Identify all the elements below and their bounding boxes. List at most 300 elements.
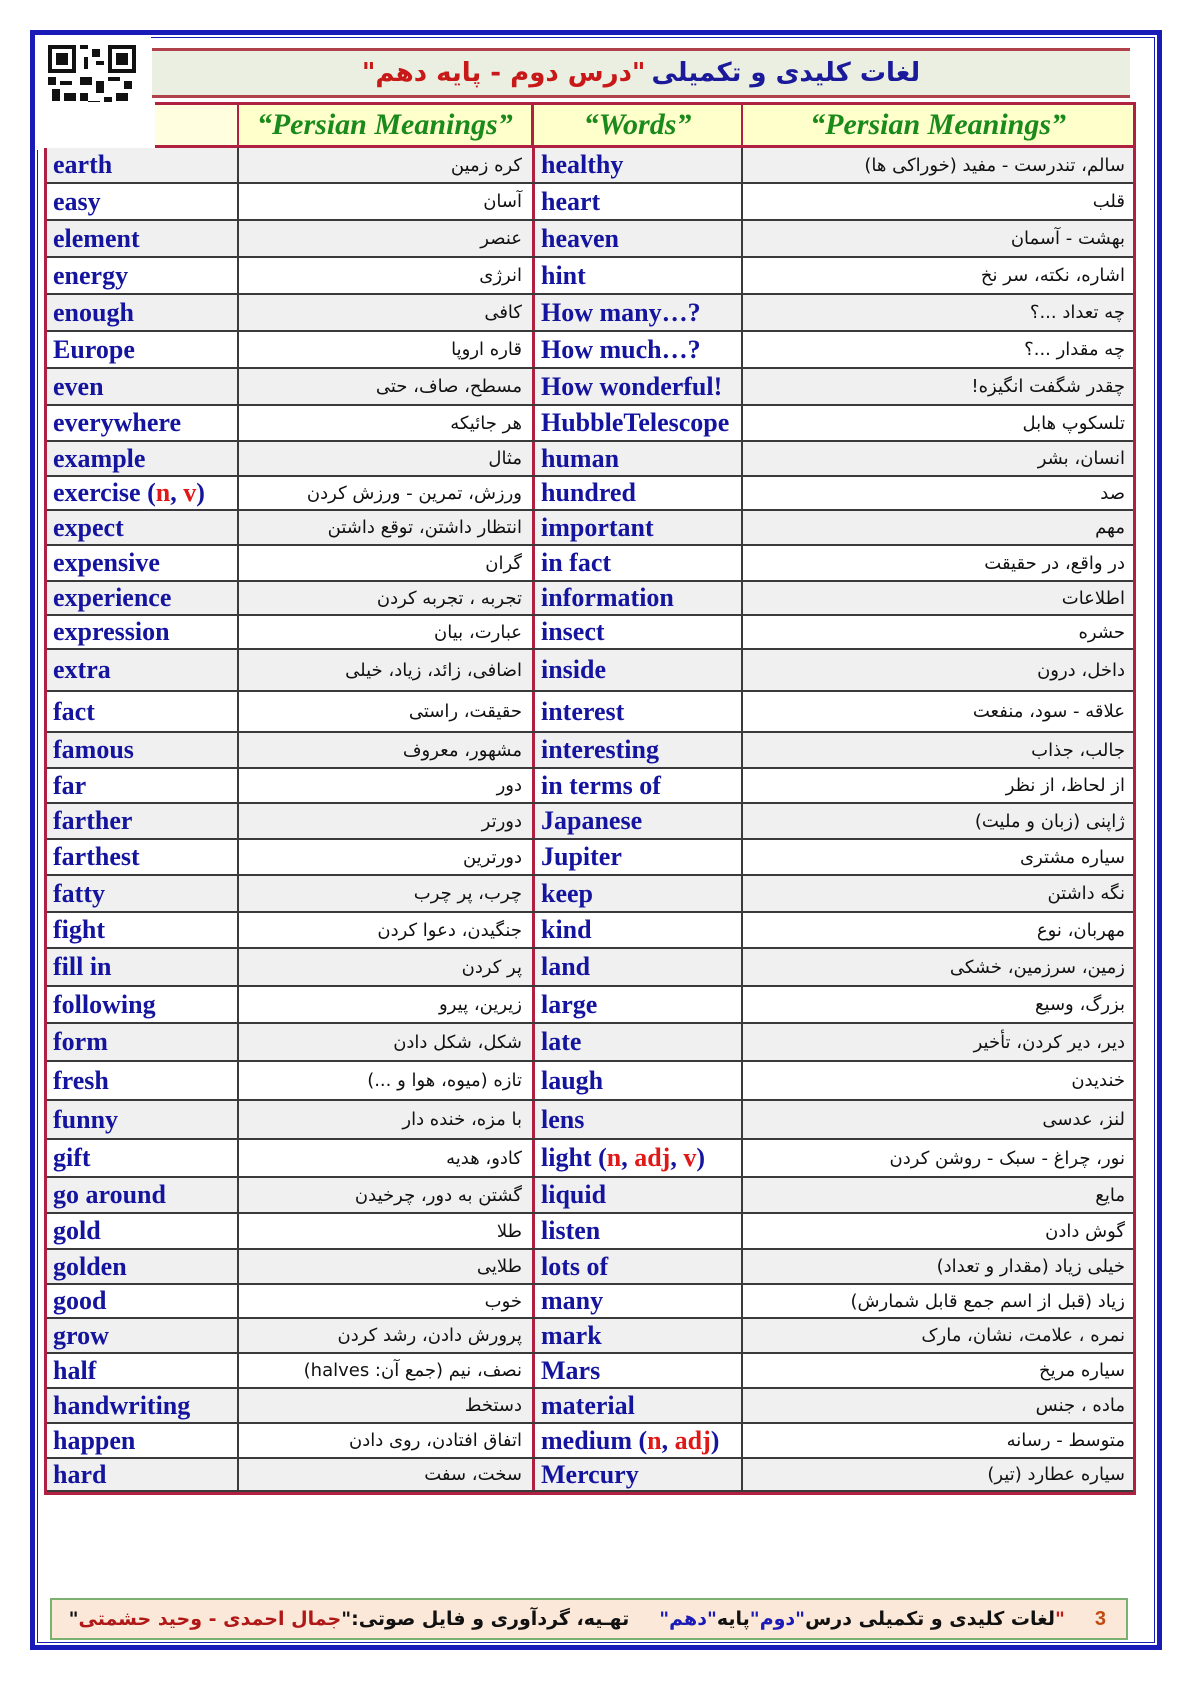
left-meaning-cell [237,369,532,404]
right-meaning-cell [741,1101,1133,1138]
table-row [47,148,1133,184]
left-word-cell [47,1101,237,1138]
persian-meaning: شکل، شکل دادن [393,1031,522,1053]
persian-meaning: بهشت - آسمان [1010,228,1125,249]
english-word [541,697,624,727]
table-row [47,1214,1133,1250]
english-word [541,771,661,801]
persian-meaning: چقدر شگفت انگیزه! [971,376,1125,397]
english-word [541,1460,639,1490]
word-text: element [53,223,140,253]
word-text: medium [541,1425,632,1455]
word-text: gold [53,1216,101,1245]
table-row [47,221,1133,258]
persian-meaning: مشهور، معروف [402,739,522,761]
right-word-cell [532,1250,741,1283]
persian-meaning: دور [496,775,522,796]
footer-authors-open: " [341,1608,352,1630]
word-text: good [53,1286,107,1315]
right-meaning-cell [741,733,1133,767]
word-text: handwriting [53,1390,191,1420]
right-meaning-cell [741,1354,1133,1387]
part-of-speech: n [647,1425,662,1455]
left-meaning-cell [237,184,532,219]
right-meaning-cell [741,546,1133,580]
left-meaning-cell [237,1024,532,1060]
word-text: healthy [541,150,624,179]
left-meaning-cell [237,1459,532,1490]
english-word [53,1460,106,1490]
english-word [541,261,586,291]
word-text: large [541,989,598,1019]
english-word [541,879,593,909]
persian-meaning: زیرین، پیرو [439,994,522,1015]
english-word [53,915,105,945]
english-word [53,697,95,727]
english-word [53,806,132,836]
left-meaning-cell [237,913,532,947]
left-meaning-cell [237,1424,532,1457]
persian-meaning: مایع [1095,1184,1125,1206]
persian-meaning: قلب [1092,191,1125,212]
part-of-speech: adj [674,1425,711,1455]
left-word-cell [47,1354,237,1387]
persian-meaning: طلا [496,1220,522,1242]
english-word [53,1426,135,1456]
word-text: light [541,1143,592,1172]
persian-meaning: دستخط [464,1395,522,1416]
right-word-cell [532,258,741,293]
english-word [541,298,701,328]
word-text: half [53,1355,97,1385]
table-row [47,1389,1133,1424]
right-word-cell [532,477,741,509]
persian-meaning: ژاپنی (زبان و ملیت) [974,810,1125,832]
persian-meaning: هر جائیکه [450,412,522,434]
word-text: far [53,770,87,800]
table-row [47,582,1133,616]
word-text: energy [53,260,129,290]
word-text: HubbleTelescope [541,408,730,437]
persian-meaning: حشره [1078,621,1125,643]
right-meaning-cell [741,582,1133,614]
persian-meaning: گشتن به دور، چرخیدن [354,1184,522,1206]
table-row [47,295,1133,332]
table-row [47,546,1133,582]
left-meaning-cell [237,1319,532,1352]
left-meaning-cell [237,1354,532,1387]
table-row [47,1319,1133,1354]
persian-meaning: زیاد (قبل از اسم جمع قابل شمارش) [850,1290,1125,1312]
table-row [47,1140,1133,1178]
left-meaning-cell [237,1214,532,1248]
left-meaning-cell [237,1101,532,1138]
persian-meaning: اشاره، نکته، سر نخ [980,265,1125,286]
persian-meaning: سیاره مریخ [1038,1360,1125,1381]
header-persian-meanings-left: “Persian Meanings” [237,105,531,145]
left-word-cell [47,582,237,614]
left-word-cell [47,477,237,509]
word-text: Europe [53,334,135,364]
english-word [53,335,135,365]
right-meaning-cell [741,876,1133,911]
word-text: heart [541,186,601,216]
persian-meaning: اتفاق افتادن، روی دادن [348,1430,522,1451]
right-word-cell [532,1424,741,1457]
left-meaning-cell [237,511,532,544]
footer-part2: پایه [716,1608,750,1630]
word-text: hard [53,1459,107,1489]
footer-part1-text: لغات کلیدی و تکمیلی درس [805,1608,1055,1630]
left-word-cell [47,692,237,731]
english-word [541,617,605,647]
persian-meaning: گوش دادن [1045,1220,1125,1242]
left-meaning-cell [237,295,532,330]
word-text: lots of [541,1251,609,1281]
word-text: land [541,952,591,981]
title-lesson: "درس دوم - پایه دهم" [361,58,646,88]
english-word [541,513,654,543]
left-word-cell [47,650,237,690]
right-word-cell [532,692,741,731]
persian-meaning: لنز، عدسی [1042,1109,1125,1130]
english-word [541,842,622,872]
word-text: insect [541,617,605,646]
persian-meaning: کادو، هدیه [446,1147,522,1169]
left-meaning-cell [237,876,532,911]
english-word [541,187,600,217]
word-text: hint [541,260,586,290]
table-row [47,1459,1133,1492]
english-word [541,583,674,613]
right-word-cell [532,913,741,947]
word-text: form [53,1027,108,1056]
persian-meaning: سیاره مشتری [1020,846,1125,868]
page-footer [50,1598,1128,1640]
left-word-cell [47,148,237,182]
word-text: laugh [541,1065,604,1095]
english-word: medium (n, adj) [541,1425,720,1455]
right-word-cell [532,582,741,614]
table-row [47,1178,1133,1214]
word-text: kind [541,915,592,944]
table-row [47,949,1133,987]
left-meaning-cell [237,1285,532,1317]
english-word [541,478,636,508]
english-word [541,1391,635,1421]
right-word-cell [532,1214,741,1248]
persian-meaning: کافی [484,302,522,323]
persian-meaning: مهربان، نوع [1036,919,1125,941]
word-text: important [541,512,654,542]
right-meaning-cell [741,511,1133,544]
persian-meaning: جنگیدن، دعوا کردن [377,919,522,941]
english-word [53,1391,190,1421]
english-word [541,408,729,438]
right-word-cell [532,1101,741,1138]
english-word [53,372,104,402]
word-text: fact [53,696,95,726]
right-meaning-cell [741,1285,1133,1317]
english-word: exercise (n, v) [53,478,205,507]
left-meaning-cell [237,477,532,509]
table-row [47,258,1133,295]
left-meaning-cell [237,442,532,475]
persian-meaning: مسطح، صاف، حتی [375,376,522,397]
english-word [541,735,659,765]
left-word-cell [47,876,237,911]
persian-meaning: سیاره عطارد (تیر) [987,1464,1125,1485]
english-word [53,298,134,328]
left-word-cell [47,1178,237,1212]
persian-meaning: نمره ، علامت، نشان، مارک [921,1325,1125,1346]
word-text: fight [53,915,105,944]
right-meaning-cell [741,769,1133,802]
persian-meaning: زمین، سرزمین، خشکی [949,956,1125,978]
header-persian-meanings-right: “Persian Meanings” [741,105,1133,145]
table-row [47,406,1133,442]
english-word [541,1356,600,1386]
left-meaning-cell [237,1140,532,1176]
part-of-speech: v [683,1143,697,1172]
english-word [53,583,171,613]
right-word-cell [532,546,741,580]
english-word [53,1180,166,1210]
persian-meaning: عبارت، بیان [434,621,522,643]
persian-meaning: چرب، پر چرب [413,883,522,904]
word-text: information [541,583,674,612]
english-word [541,806,642,836]
right-meaning-cell [741,477,1133,509]
word-text: Japanese [541,806,643,835]
word-text: Mercury [541,1459,639,1489]
right-meaning-cell [741,1062,1133,1099]
left-word-cell [47,804,237,838]
word-text: go around [53,1180,166,1209]
table-row [47,369,1133,406]
persian-meaning: طلایی [476,1256,522,1277]
table-row [47,840,1133,876]
left-word-cell [47,332,237,367]
persian-meaning: تازه (میوه، هوا و ...) [367,1070,522,1091]
left-meaning-cell [237,582,532,614]
table-row [47,1285,1133,1319]
right-word-cell [532,369,741,404]
right-word-cell [532,1285,741,1317]
right-meaning-cell [741,406,1133,440]
english-word [53,261,128,291]
english-word [53,879,105,909]
left-word-cell [47,546,237,580]
right-meaning-cell [741,1214,1133,1248]
persian-meaning: داخل، درون [1037,659,1125,681]
word-text: expensive [53,548,160,577]
word-text: Jupiter [541,842,622,871]
footer-authors-close: " [68,1608,79,1630]
word-text: Mars [541,1355,601,1385]
left-word-cell [47,913,237,947]
english-word [53,1356,96,1386]
right-meaning-cell [741,295,1133,330]
right-meaning-cell [741,184,1133,219]
word-text: even [53,371,104,401]
english-word [541,1066,603,1096]
footer-authors: جمال احمدی - وحید حشمتی [78,1608,342,1630]
right-word-cell [532,511,741,544]
right-word-cell [532,295,741,330]
english-word [541,1286,603,1316]
right-word-cell [532,733,741,767]
persian-meaning: تجربه ، تجربه کردن [376,587,522,609]
right-meaning-cell [741,913,1133,947]
word-text: inside [541,655,607,684]
english-word [541,655,606,685]
table-row [47,692,1133,733]
left-word-cell [47,1140,237,1176]
english-word [53,513,124,543]
word-text: fill in [53,952,112,981]
persian-meaning: حقیقت، راستی [408,701,522,722]
word-text: grow [53,1320,109,1350]
left-meaning-cell [237,769,532,802]
word-text: heaven [541,223,619,253]
right-word-cell [532,769,741,802]
word-text: golden [53,1251,127,1281]
word-text: human [541,443,620,473]
footer-part1: "لغات کلیدی و تکمیلی درس [805,1608,1065,1630]
table-row [47,616,1133,650]
english-word [53,617,170,647]
left-meaning-cell [237,840,532,874]
left-meaning-cell [237,406,532,440]
persian-meaning: پرورش دادن، رشد کردن [337,1325,522,1346]
word-text: late [541,1027,582,1056]
persian-meaning: مهم [1095,517,1125,538]
right-meaning-cell [741,369,1133,404]
left-word-cell [47,1250,237,1283]
word-text: funny [53,1104,119,1134]
english-word [53,1027,108,1057]
persian-meaning: چه تعداد ...؟ [1029,302,1125,323]
right-word-cell [532,987,741,1022]
word-text: example [53,443,146,473]
right-word-cell [532,804,741,838]
persian-meaning: بزرگ، وسیع [1034,994,1125,1015]
english-word [541,1027,581,1057]
table-row [47,511,1133,546]
right-meaning-cell [741,1459,1133,1490]
table-row [47,477,1133,511]
footer-grade: "دهم" [659,1608,717,1630]
word-text: listen [541,1216,601,1245]
persian-meaning: در واقع، در حقیقت [984,552,1125,574]
english-word [53,990,156,1020]
left-word-cell [47,616,237,648]
right-word-cell [532,148,741,182]
left-word-cell [47,221,237,256]
persian-meaning: ماده ، جنس [1035,1395,1125,1416]
table-row [47,804,1133,840]
english-word [541,1180,606,1210]
persian-meaning: نگه داشتن [1047,883,1125,904]
word-text: exercise [53,478,141,507]
left-meaning-cell [237,1178,532,1212]
left-meaning-cell [237,804,532,838]
word-text: enough [53,297,134,327]
word-text: material [541,1390,635,1420]
word-text: farthest [53,842,140,871]
english-word [541,372,722,402]
persian-meaning: قاره اروپا [451,339,522,360]
english-word [53,150,112,180]
table-row [47,650,1133,692]
persian-meaning: پر کردن [461,956,522,978]
word-text: in fact [541,548,612,577]
persian-meaning: جالب، جذاب [1031,739,1125,761]
word-text: easy [53,186,101,216]
english-word [541,1105,584,1135]
right-word-cell [532,1354,741,1387]
right-meaning-cell [741,840,1133,874]
header-words: “Words” [531,105,741,145]
right-word-cell [532,221,741,256]
left-meaning-cell [237,616,532,648]
persian-meaning: نور، چراغ - سبک - روشن کردن [889,1147,1125,1169]
right-meaning-cell [741,332,1133,367]
right-meaning-cell [741,1140,1133,1176]
table-row [47,1424,1133,1459]
left-word-cell [47,733,237,767]
word-text: expression [53,617,170,646]
left-word-cell [47,1285,237,1317]
right-word-cell [532,1319,741,1352]
left-meaning-cell [237,1250,532,1283]
word-text: earth [53,150,113,179]
english-word [53,1321,109,1351]
right-meaning-cell [741,692,1133,731]
left-word-cell [47,840,237,874]
english-word [53,1252,127,1282]
right-meaning-cell [741,258,1133,293]
english-word [541,444,619,474]
page-number: 3 [1094,1607,1106,1630]
right-word-cell [532,1459,741,1490]
english-word [541,952,590,982]
english-word [53,735,134,765]
left-meaning-cell [237,650,532,690]
table-row [47,1024,1133,1062]
english-word [53,771,86,801]
english-word [53,1286,106,1316]
part-of-speech: v [183,478,197,507]
left-meaning-cell [237,1062,532,1099]
english-word [53,1143,91,1173]
english-word [541,915,592,945]
word-text: fresh [53,1065,109,1095]
right-meaning-cell [741,148,1133,182]
left-word-cell [47,406,237,440]
left-meaning-cell [237,987,532,1022]
word-text: How much…? [541,334,701,364]
persian-meaning: انتظار داشتن، توقع داشتن [327,517,522,538]
persian-meaning: کره زمین [450,154,522,176]
persian-meaning: انسان، بشر [1037,448,1125,469]
left-word-cell [47,295,237,330]
english-word [53,187,101,217]
right-word-cell [532,650,741,690]
right-meaning-cell [741,1389,1133,1422]
table-header [155,102,1133,148]
